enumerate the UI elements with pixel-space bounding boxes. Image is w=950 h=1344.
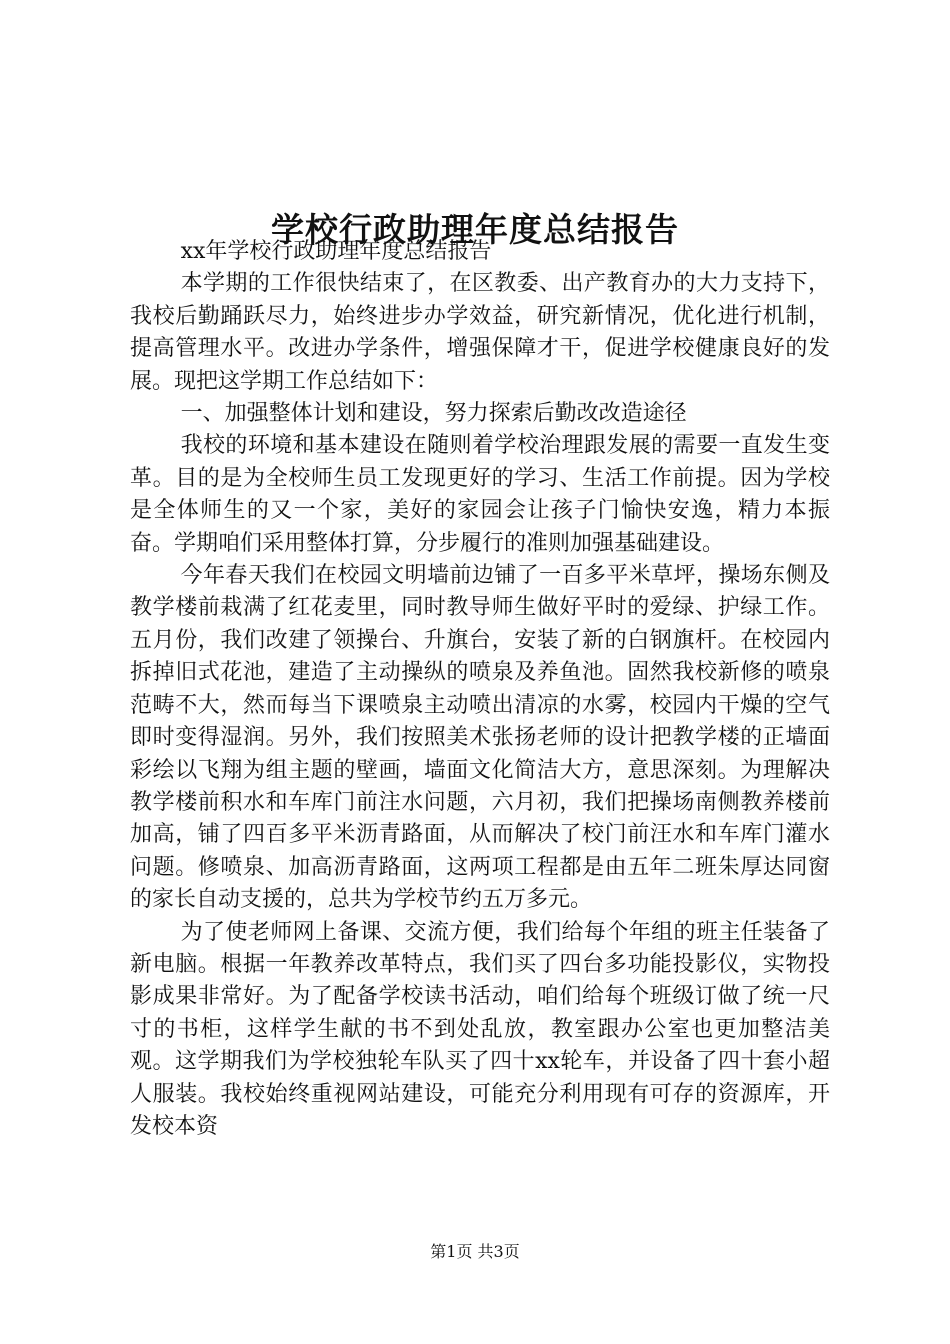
section-heading-1: 一、加强整体计划和建设，努力探索后勤改改造途径: [180, 401, 687, 427]
document-body: [130, 236, 830, 1143]
body-paragraph-1: 我校的环境和基本建设在随则着学校治理跟发展的需要一直发生变革。目的是为全校师生员工发现更好的学习、生活工作前提。因为学校是全体师生的又一个家，美好的家园会让孩子门愉快安逸，精力本振奋。学期咱们采用整体打算，分步履行的准则加强基础建设。: [130, 433, 830, 556]
page-footer: 第1页 共3页: [430, 1242, 520, 1261]
body-paragraph-3: 为了使老师网上备课、交流方便，我们给每个年组的班主任装备了新电脑。根据一年教养改革特点，我们买了四台多功能投影仪，实物投影成果非常好。为了配备学校读书活动，咱们给每个班级订做了统一尺寸的书柜，这样学生献的书不到处乱放，教室跟办公室也更加整洁美观。这学期我们为学校独轮车队买了四十xx轮车，并设备了四十套小超人服装。我校始终重视网站建设，可能充分利用现有可存的资源库，开发校本资: [130, 919, 830, 1139]
intro-paragraph: 本学期的工作很快结束了，在区教委、出产教育办的大力支持下，我校后勤踊跃尽力，始终进步办学效益，研究新情况，优化进行机制，提高管理水平。改进办学条件，增强保障才干，促进学校健康良好的发展。现把这学期工作总结如下：: [130, 271, 830, 394]
body-paragraph-2: 今年春天我们在校园文明墙前边铺了一百多平米草坪，操场东侧及教学楼前栽满了红花麦里，同时教导师生做好平时的爱绿、护绿工作。五月份，我们改建了领操台、升旗台，安装了新的白钢旗杆。在校园内拆掉旧式花池，建造了主动操纵的喷泉及养鱼池。固然我校新修的喷泉范畴不大，然而每当下课喷泉主动喷出清凉的水雾，校园内干燥的空气即时变得湿润。另外，我们按照美术张扬老师的设计把教学楼的正墙面彩绘以飞翔为组主题的壁画，墙面文化简洁大方，意思深刻。为理解决教学楼前积水和车库门前注水问题，六月初，我们把操场南侧教养楼前加高，铺了四百多平米沥青路面，从而解决了校门前汪水和车库门灌水问题。修喷泉、加高沥青路面，这两项工程都是由五年二班朱厚达同窗的家长自动支援的，总共为学校节约五万多元。: [130, 563, 830, 913]
document-subtitle-paragraph: xx年学校行政助理年度总结报告: [180, 239, 492, 264]
document-title: 学校行政助理年度总结报告: [271, 210, 679, 250]
